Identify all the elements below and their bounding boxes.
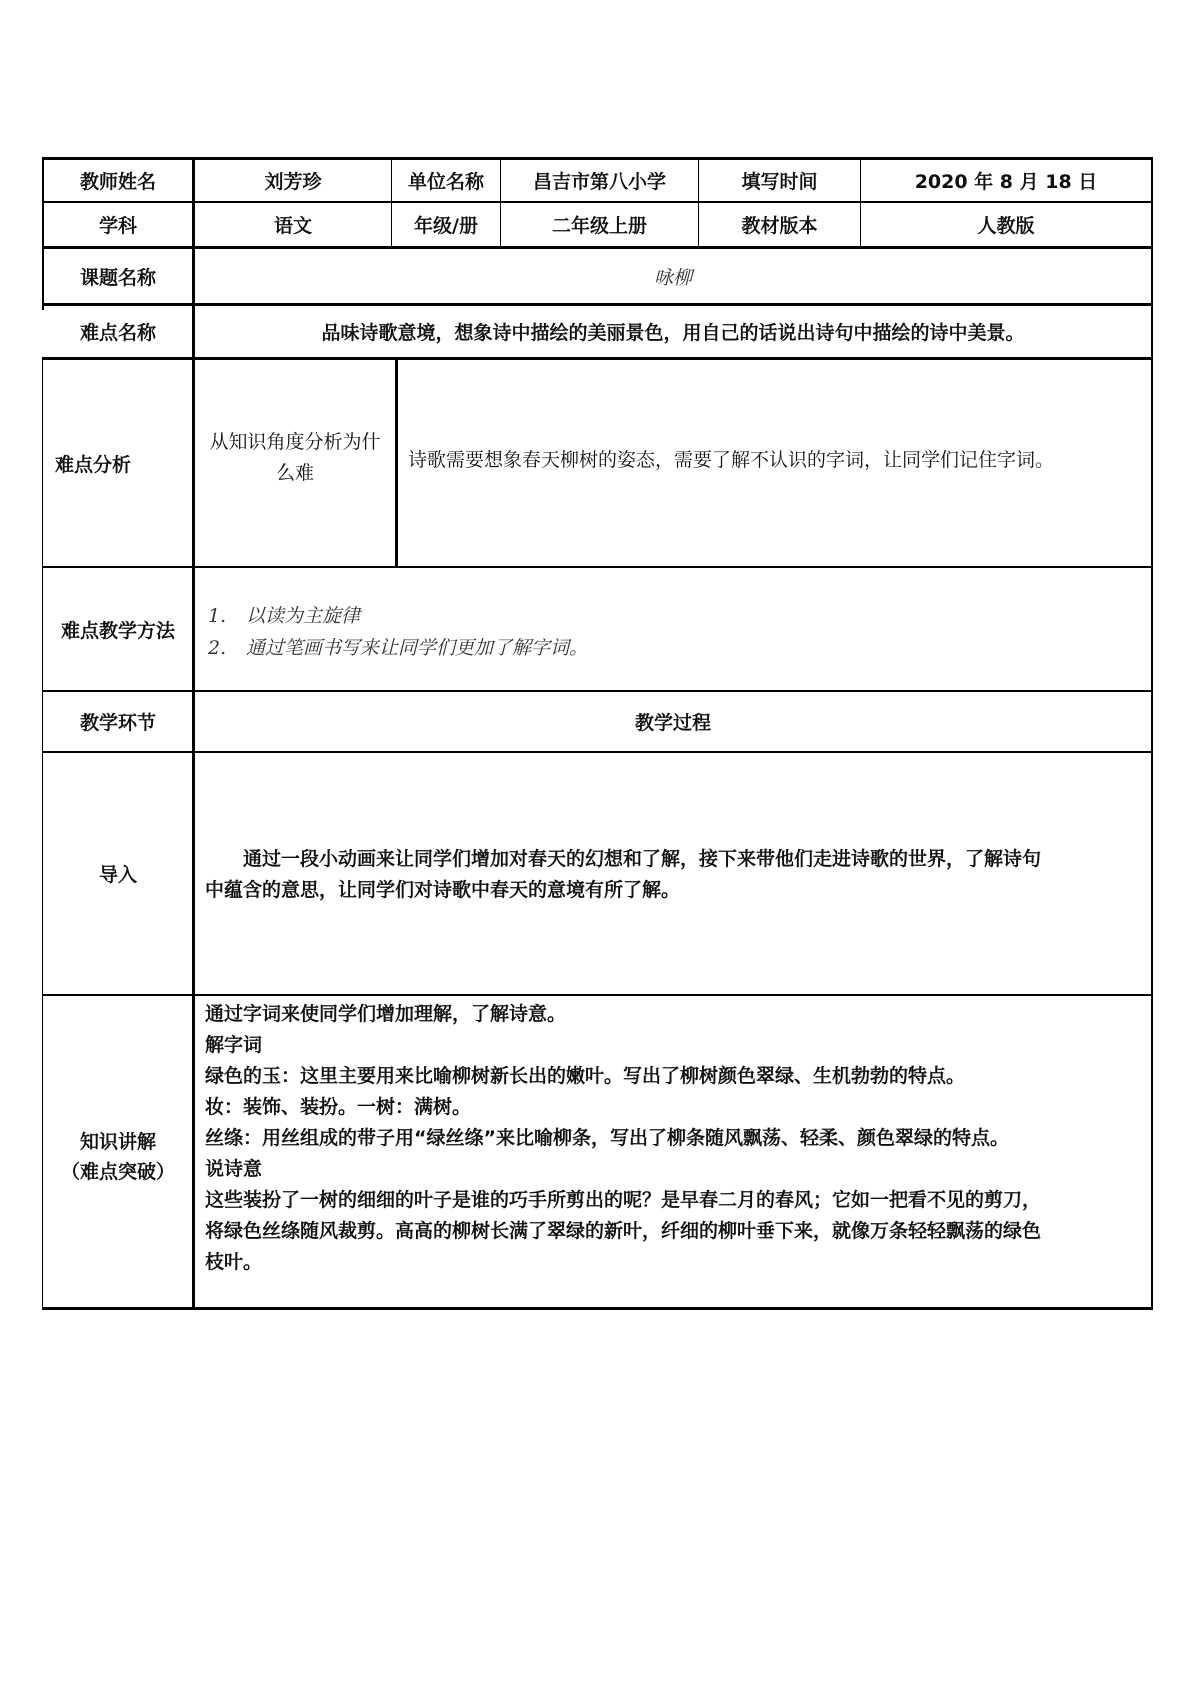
- teacher-name-label: 教师姓名: [79, 171, 156, 193]
- edition: 人教版: [977, 215, 1035, 237]
- knowledge-label-line: 知识讲解: [79, 1130, 156, 1153]
- analysis-value: 诗歌需要想象春天柳树的姿态，需要了解不认识的字词，让同学们记住字词。: [408, 448, 1055, 471]
- list-item: [208, 600, 1138, 632]
- list-item-number: 1.: [208, 605, 227, 627]
- knowledge-line: 绿色的玉：这里主要用来比喻柳树新长出的嫩叶。写出了柳树颜色翠绿、生机勃勃的特点。: [205, 1065, 966, 1087]
- intro-line: 中蕴含的意思，让同学们对诗歌中春天的意境有所了解。: [205, 879, 681, 901]
- analysis-sub-label: 从知识角度分析为什么难: [209, 431, 381, 484]
- subject: 语文: [273, 215, 312, 237]
- list-item-text: 通过笔画书写来让同学们更加了解字词。: [246, 637, 589, 659]
- knowledge-line: 妆：装饰、装扮。一树：满树。: [205, 1096, 472, 1118]
- table-border: [1151, 157, 1153, 1310]
- grade-label: 年级/册: [414, 215, 478, 237]
- unit-label: 单位名称: [407, 171, 484, 193]
- table-border: [42, 357, 43, 1310]
- table-border: [42, 994, 1153, 996]
- difficulty-label: 难点名称: [79, 322, 156, 344]
- table-border: [42, 751, 1153, 753]
- section-header-label: 教学环节: [79, 712, 156, 734]
- knowledge-line: 通过字词来使同学们增加理解，了解诗意。: [205, 1003, 567, 1025]
- knowledge-line: 枝叶。: [205, 1251, 263, 1273]
- intro-text: [205, 844, 1150, 906]
- knowledge-label-line: （难点突破）: [60, 1160, 175, 1183]
- table-border: [395, 359, 398, 567]
- knowledge-line: 说诗意: [205, 1158, 263, 1180]
- fill-time: 2020 年 8 月 18 日: [914, 171, 1098, 193]
- topic-value: 咏柳: [653, 266, 692, 289]
- difficulty-value: 品味诗歌意境，想象诗中描绘的美丽景色，用自己的话说出诗句中描绘的诗中美景。: [321, 322, 1025, 344]
- intro-label: 导入: [98, 864, 137, 886]
- knowledge-line: 这些装扮了一树的细细的叶子是谁的巧手所剪出的呢？是早春二月的春风；它如一把看不见的剪刀，: [205, 1189, 1042, 1211]
- list-item-number: 2.: [208, 637, 227, 659]
- edition-label: 教材版本: [741, 215, 818, 237]
- table-border: [42, 566, 1153, 568]
- table-border: [42, 1307, 1153, 1310]
- methods-list: [208, 600, 1138, 664]
- knowledge-text: [205, 999, 1150, 1278]
- topic-label: 课题名称: [79, 266, 156, 289]
- list-item: [208, 632, 1138, 664]
- knowledge-line: 将绿色丝绦随风裁剪。高高的柳树长满了翠绿的新叶，纤细的柳叶垂下来，就像万条轻轻飘荡的绿色: [205, 1220, 1042, 1242]
- process-header-label: 教学过程: [634, 712, 711, 734]
- subject-label: 学科: [98, 215, 137, 237]
- teacher-name: 刘芳珍: [264, 171, 322, 193]
- unit-name: 昌吉市第八小学: [532, 171, 666, 193]
- fill-time-label: 填写时间: [741, 171, 818, 193]
- methods-label: 难点教学方法: [60, 619, 175, 642]
- grade: 二年级上册: [551, 215, 647, 237]
- knowledge-line: 丝绦：用丝组成的带子用“绿丝绦”来比喻柳条，写出了柳条随风飘荡、轻柔、颜色翠绿的特点。: [205, 1127, 1009, 1149]
- knowledge-label: [44, 996, 192, 1307]
- knowledge-line: 解字词: [205, 1034, 263, 1056]
- list-item-text: 以读为主旋律: [246, 605, 361, 627]
- intro-line: 通过一段小动画来让同学们增加对春天的幻想和了解，接下来带他们走进诗歌的世界，了解诗句: [243, 848, 1042, 870]
- analysis-label: 难点分析: [55, 453, 132, 476]
